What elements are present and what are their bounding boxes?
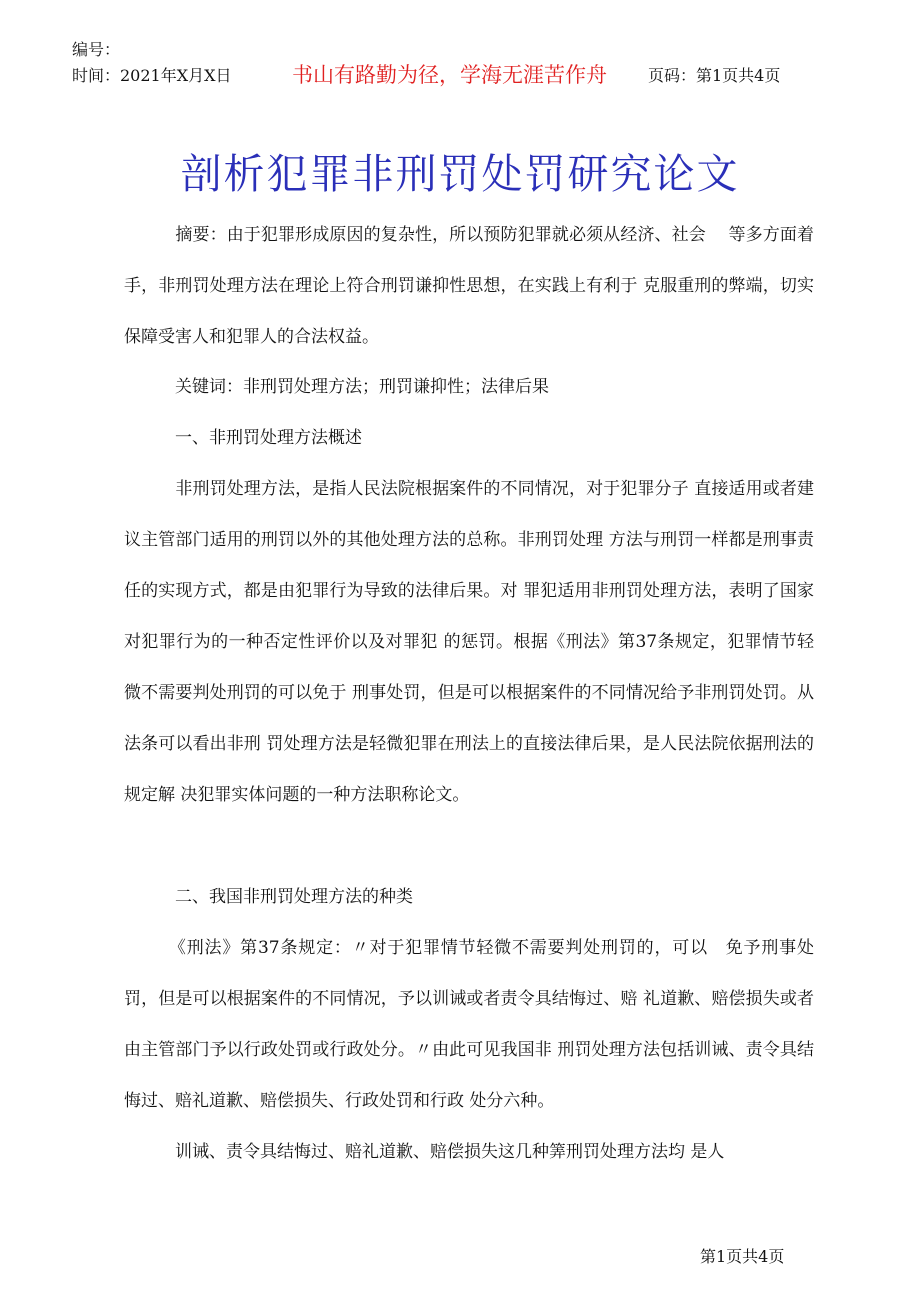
- section-1-paragraph: 非刑罚处理方法，是指人民法院根据案件的不同情况，对于犯罪分子 直接适用或者建议主管部门适用的刑罚以外的其他处理方法的总称。非刑罚处理 方法与刑罚一样都是刑事责任的实现方式，都是由犯罪行为导致的法律后果。对 罪犯适用非刑罚处理方法，表明了国家对犯罪行为的一种否定性评价以及对罪犯 的惩罚。根据《刑法》第37条规定，犯罪情节轻微不需要判处刑罚的可以免于 刑事处罚，但是可以根据案件的不同情况给予非刑罚处罚。从法条可以看出非刑 罚处理方法是轻微犯罪在刑法上的直接法律后果，是人民法院依据刑法的规定解 决犯罪实体问题的一种方法职称论文。: [124, 479, 814, 805]
- section-1-heading: 一、非刑罚处理方法概述: [124, 428, 362, 448]
- header-motto: 书山有路勤为径，学海无涯苦作舟: [292, 63, 607, 87]
- header-page-number: 页码：第1页共4页: [648, 66, 781, 85]
- section-2-paragraph-1: 《刑法》第37条规定：〃对于犯罪情节轻微不需要判处刑罚的，可以 免予刑事处罚，但是可以根据案件的不同情况，予以训诫或者责令具结悔过、赔 礼道歉、赔偿损失或者由主管部门予以行政处罚或行政处分。〃由此可见我国非 刑罚处理方法包括训诫、责令具结悔过、赔礼道歉、赔偿损失、行政处罚和行政 处分六种。: [124, 938, 814, 1111]
- section-2-heading: 二、我国非刑罚处理方法的种类: [124, 887, 413, 907]
- document-time: 时间：2021年X月X日: [72, 66, 232, 85]
- footer-page-number: 第1页共4页: [700, 1247, 785, 1266]
- keywords-line: 关键词：非刑罚处理方法；刑罚谦抑性；法律后果: [124, 377, 549, 397]
- section-2-paragraph-2: 训诫、责令具结悔过、赔礼道歉、赔偿损失这几种筭刑罚处理方法均 是人: [124, 1142, 725, 1162]
- abstract-paragraph: 摘要：由于犯罪形成原因的复杂性，所以预防犯罪就必须从经济、社会 等多方面着手，非刑罚处理方法在理论上符合刑罚谦抑性思想，在实践上有利于 克服重刑的弊端，切实保障受害人和犯罪人的合法权益。: [124, 225, 814, 347]
- document-title: 剖析犯罪非刑罚处罚研究论文: [180, 150, 740, 198]
- document-number-label: 编号：: [72, 40, 121, 59]
